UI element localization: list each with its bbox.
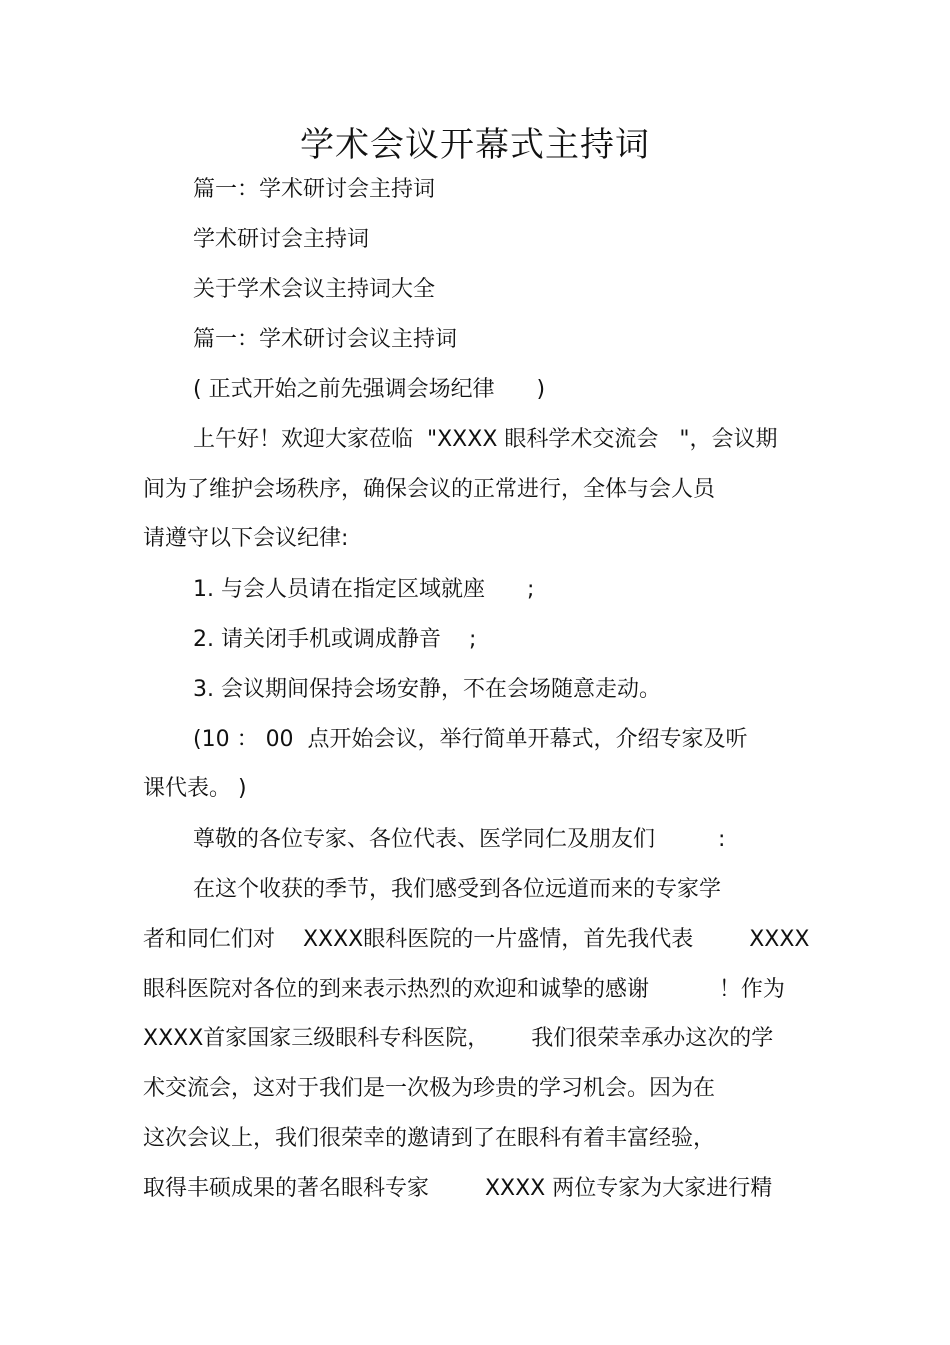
text-line: 请遵守以下会议纪律: [143,526,349,551]
text-line: 间为了维护会场秩序，确保会议的正常进行，全体与会人员 [143,477,716,502]
text-line: (10 ： 00 点开始会议，举行简单开幕式，介绍专家及听 [193,727,748,752]
text-line: 关于学术会议主持词大全 [193,277,436,302]
text-line: 在这个收获的季节，我们感受到各位远道而来的专家学 [193,877,722,902]
text-line: 学术研讨会主持词 [193,227,370,252]
text-line: 尊敬的各位专家、各位代表、医学同仁及朋友们 : [193,827,726,852]
text-line: 术交流会，这对于我们是一次极为珍贵的学习机会。因为在 [143,1076,716,1101]
document-title: 学术会议开幕式主持词 [300,125,650,165]
text-line: 者和同仁们对 XXXX眼科医院的一片盛情，首先我代表 XXXX [143,927,810,952]
text-line: 课代表。 ) [143,776,247,801]
list-item: 1. 与会人员请在指定区域就座 ; [193,577,535,602]
text-line: 上午好！欢迎大家莅临 "XXXX 眼科学术交流会 "，会议期 [193,427,778,452]
text-line: ( 正式开始之前先强调会场纪律 ) [193,377,546,402]
text-line: 眼科医院对各位的到来表示热烈的欢迎和诚挚的感谢 ！作为 [143,977,785,1002]
list-item: 3. 会议期间保持会场安静，不在会场随意走动。 [193,677,661,702]
text-line: 取得丰硕成果的著名眼科专家 XXXX 两位专家为大家进行精 [143,1176,773,1201]
text-line: 篇一：学术研讨会议主持词 [193,327,458,352]
list-item: 2. 请关闭手机或调成静音 ; [193,627,477,652]
text-line: 篇一：学术研讨会主持词 [193,177,436,202]
text-line: 这次会议上，我们很荣幸的邀请到了在眼科有着丰富经验， [143,1126,716,1151]
text-line: XXXX首家国家三级眼科专科医院， 我们很荣幸承办这次的学 [143,1026,774,1051]
